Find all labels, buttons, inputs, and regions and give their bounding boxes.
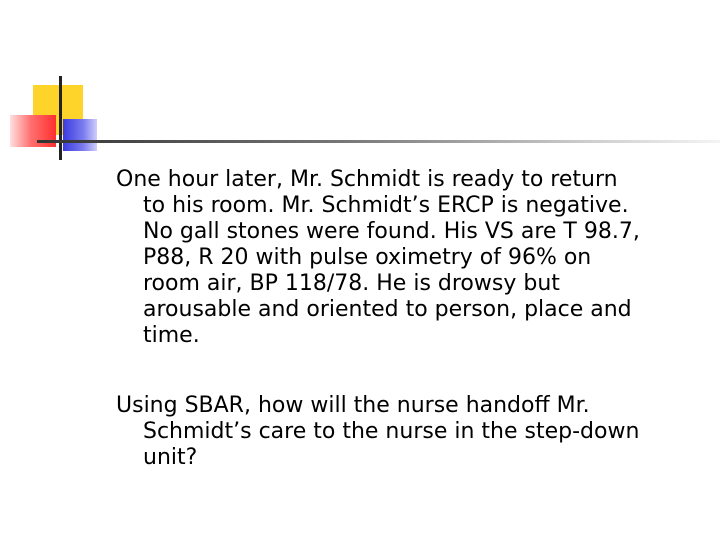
paragraph-line: One hour later, Mr. Schmidt is ready to return — [116, 167, 618, 192]
paragraph-line: to his room. Mr. Schmidt’s ERCP is negative. — [143, 193, 629, 218]
decorative-blue-square — [63, 119, 97, 151]
decorative-horizontal-rule — [37, 140, 720, 143]
paragraph-line: time. — [143, 323, 200, 348]
body-paragraph-question — [116, 393, 716, 471]
decorative-vertical-line — [59, 76, 62, 160]
paragraph-line: P88, R 20 with pulse oximetry of 96% on — [143, 245, 592, 270]
paragraph-line: room air, BP 118/78. He is drowsy but — [143, 271, 560, 296]
paragraph-line: arousable and oriented to person, place and — [143, 297, 632, 322]
paragraph-line: Schmidt’s care to the nurse in the step-down — [143, 419, 640, 444]
body-paragraph-scenario — [116, 167, 716, 349]
paragraph-line: unit? — [143, 445, 198, 470]
paragraph-continuation — [116, 419, 716, 471]
paragraph-continuation — [116, 193, 716, 349]
paragraph-line: No gall stones were found. His VS are T 98.7, — [143, 219, 640, 244]
paragraph-line: Using SBAR, how will the nurse handoff Mr. — [116, 393, 590, 418]
